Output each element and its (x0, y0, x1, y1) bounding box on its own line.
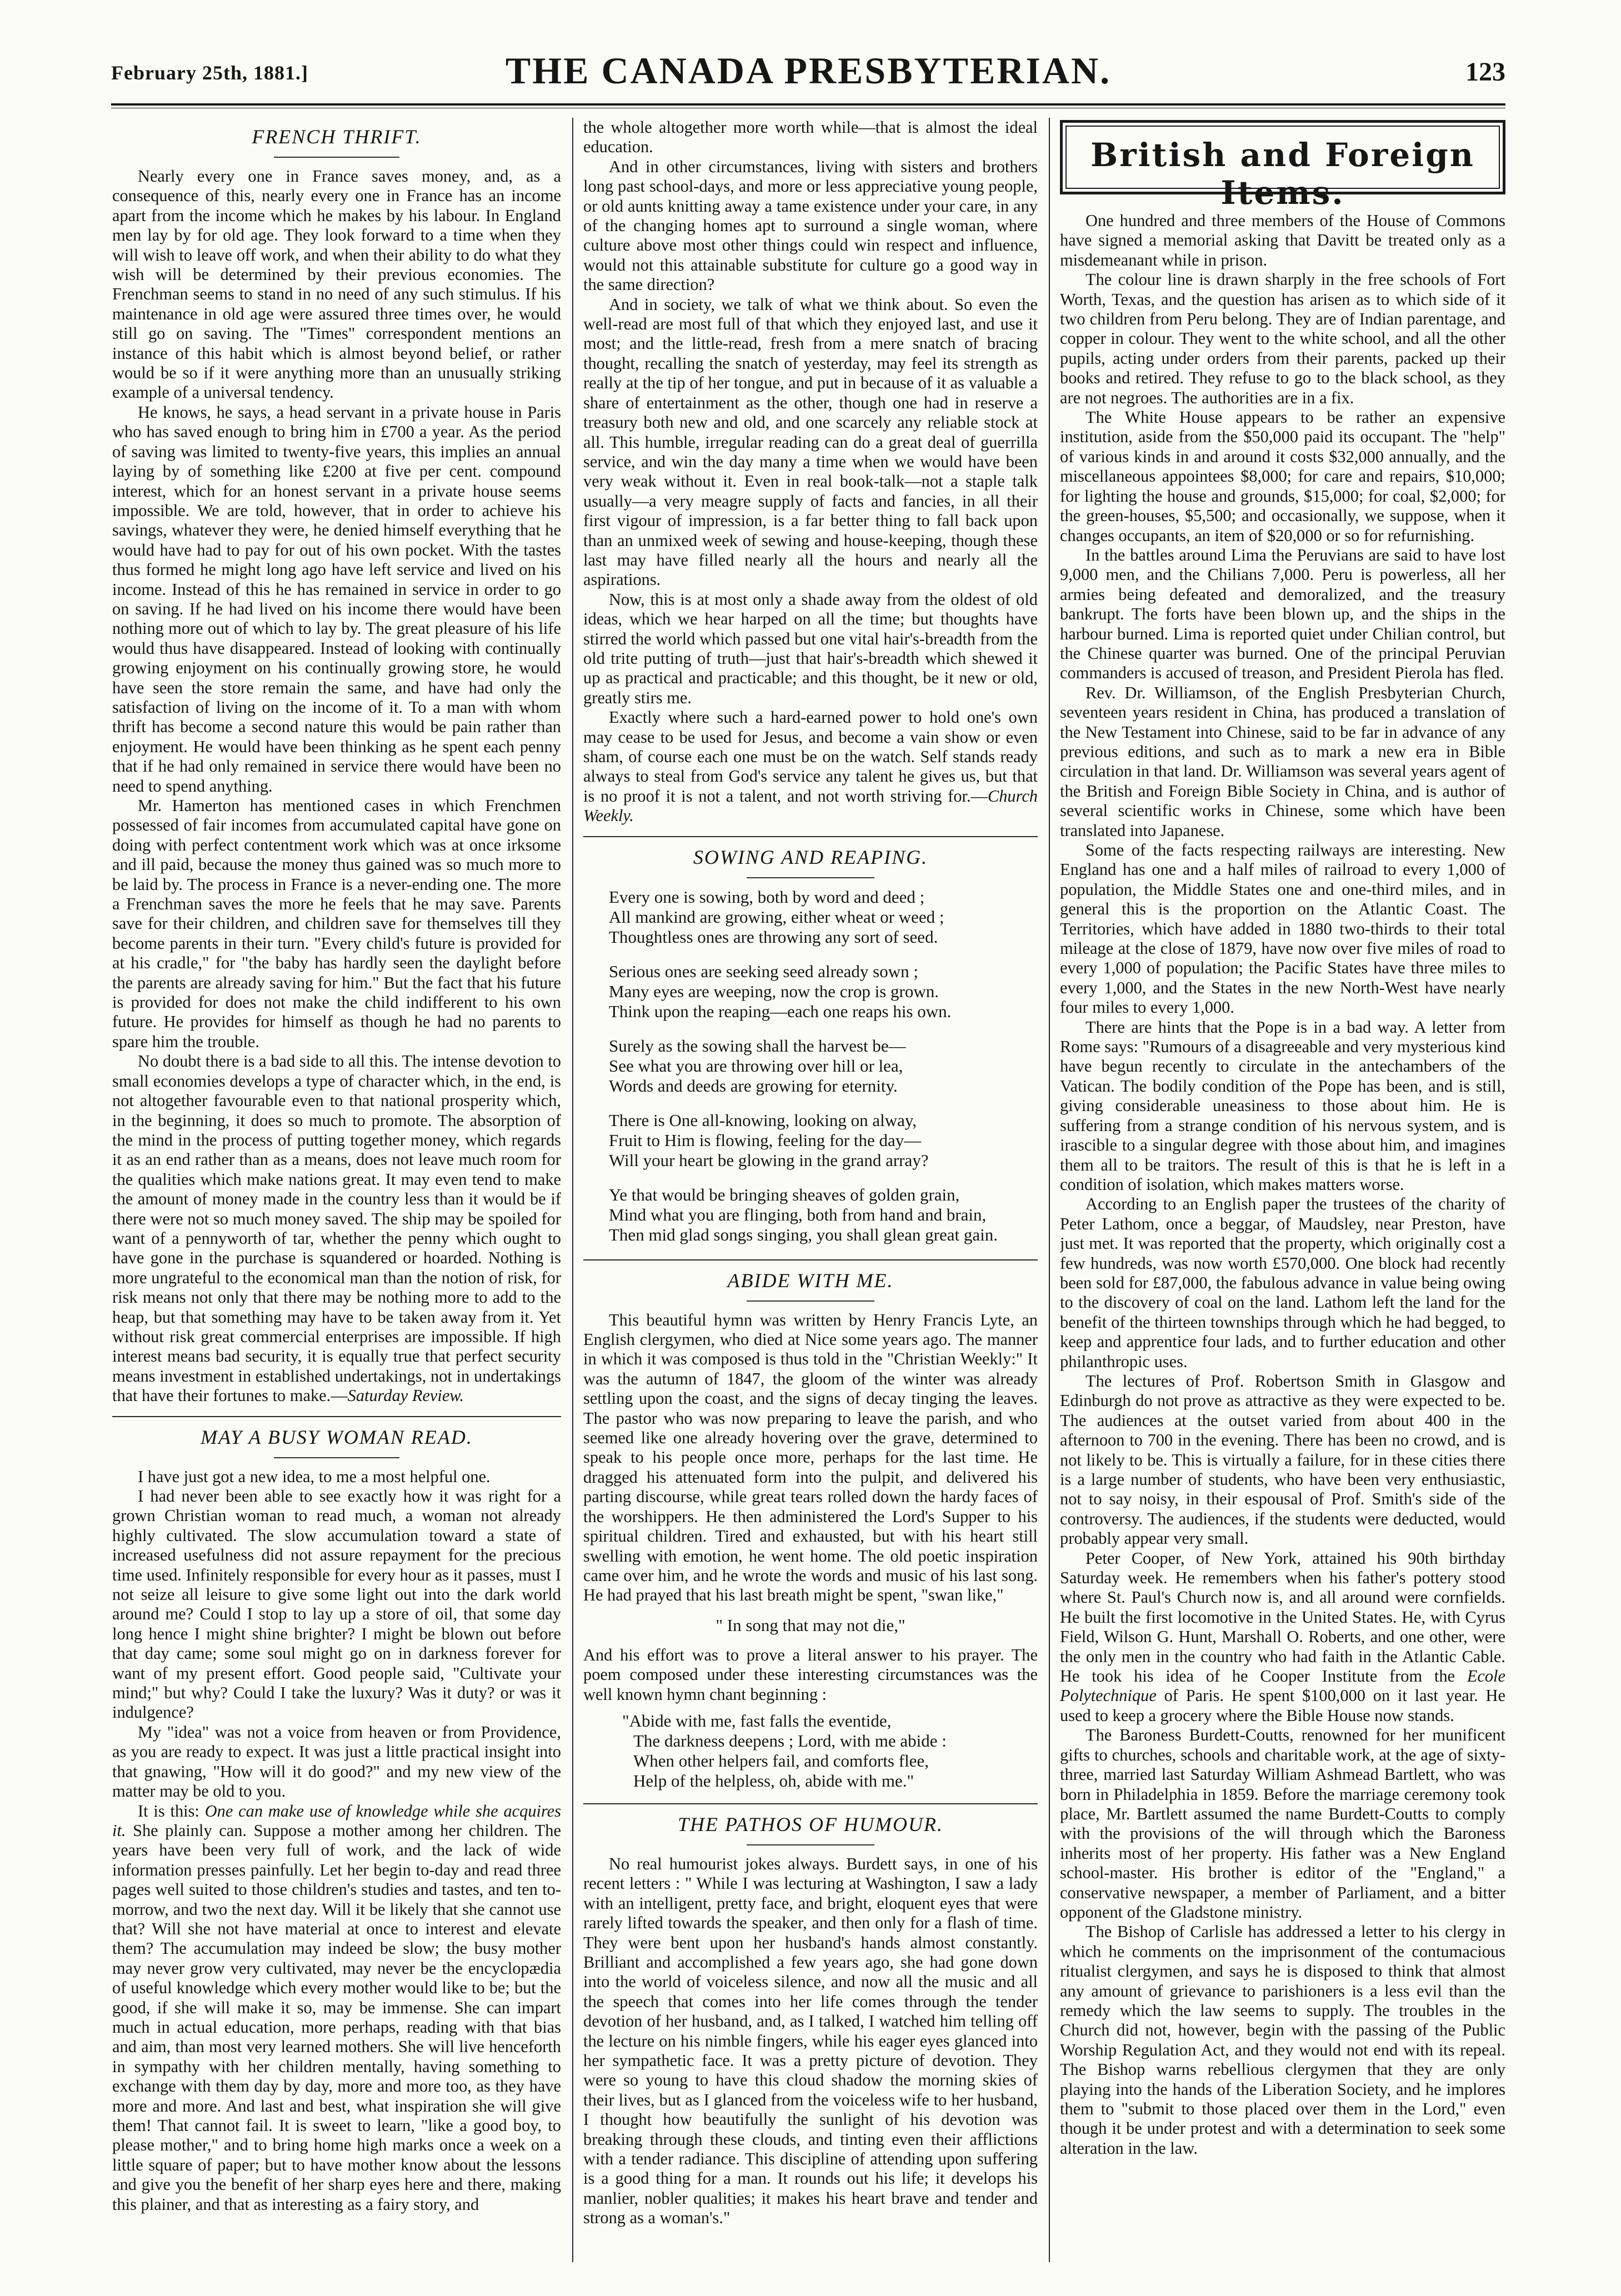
hymn-line: When other helpers fail, and comforts flee, (633, 1750, 929, 1770)
news-item: The lectures of Prof. Robertson Smith in Glasgow and Edinburgh do not prove as attractive as they were expected to be. The audiences at the outset varied from about 400 in the afternoon to 700 in the evening. There has been no crowd, and is not likely to be. This is virtually a failure, for in these cities there is a large number of students, who have been very enthusiastic, not to say noisy, in their espousal of Prof. Smith's side of the controversy. The audiences, if the students were deducted, would probably appear very small. (1060, 1371, 1505, 1548)
poem-line: Surely as the sowing shall the harvest be— (609, 1036, 906, 1056)
article-heading-abide: ABIDE WITH ME. (727, 1269, 894, 1292)
article-heading-french-thrift: FRENCH THRIFT. (252, 126, 422, 148)
news-text: of Paris. He spent $100,000 on it last year. He used to keep a grocery where the Bible House now stands. (1060, 1686, 1505, 1725)
section-divider (583, 1803, 1038, 1804)
hymn-line: Help of the helpless, oh, abide with me." (633, 1770, 914, 1790)
poem-line: Words and deeds are growing for eternity. (609, 1076, 898, 1096)
section-banner-title: British and Foreign Items. (1090, 136, 1475, 212)
poem-line: Every one is sowing, both by word and deed ; (609, 887, 925, 907)
paragraph: the whole altogether more worth while—that is almost the ideal education. (583, 118, 1038, 157)
paragraph-lead: It is this: (138, 1801, 205, 1820)
emphasis-text: Ecole Polytechnique (1060, 1667, 1505, 1705)
section-divider (583, 1259, 1038, 1260)
newspaper-title: THE CANADA PRESBYTERIAN. (505, 49, 1112, 92)
paragraph-text: Exactly where such a hard-earned power to hold one's own may cease to be used for Jesus, and become a vain show or even sham, of course each one must be on the watch. Self stands ready always to steal from God's service any talent he gives us, but that is no proof it is not a talent, and not worth striving for.— (583, 708, 1038, 806)
poem-line: Fruit to Him is flowing, feeling for the day— (609, 1130, 922, 1150)
column-divider-1 (572, 118, 573, 2262)
article-heading-busy-woman: MAY A BUSY WOMAN READ. (201, 1425, 473, 1448)
paragraph (112, 1802, 561, 2215)
masthead-rule (111, 103, 1505, 106)
news-item: Rev. Dr. Williamson, of the English Presbyterian Church, seventeen years resident in China, has produced a translation of the New Testament into Chinese, said to be far in advance of any previous editions, and such as to mark a new era in Bible circulation in that land. Dr. Williamson was several years agent of the British and Foreign Bible Society in China, and is author of several scientific works in Chinese, some which have been translated into Japanese. (1060, 683, 1505, 840)
poem (583, 887, 1038, 1245)
poem-line: All mankind are growing, either wheat or weed ; (609, 907, 944, 927)
heading-rule (274, 157, 399, 158)
paragraph-text: No doubt there is a bad side to all this. The intense devotion to small economies develops a type of character which, in the end, is not altogether favourable even to that national prosperity which, in the beginning, it does so much to promote. The absorption of the mind in the process of putting together money, which regards it as an end rather than as a means, does not leave much room for the qualities which make nations great. It may even tend to make the amount of money made in the country less than it would be if there were not so much money saved. The ship may be spoiled for want of a pennyworth of tar, whether the penny which ought to have gone in the purchase is squandered or hoarded. Nothing is more ungrateful to the economical man than the notion of risk, for risk means not only that there may be nothing more to add to the heap, but that something may have to be taken away from it. Yet without risk great commercial enterprises are impossible. If high interest means bad security, it is equally true that perfect security means investment in established undertakings, not in undertakings that have their fortunes to make.— (112, 1052, 561, 1405)
emphasis-text: One can make use of knowledge while she acquires it. (112, 1801, 561, 1840)
paragraph: This beautiful hymn was written by Henry Francis Lyte, an English clergymen, who died at Nice some years ago. The manner in which it was composed is thus told in the "Christian Weekly:" It was the autumn of 1847, the gloom of the winter was already settling upon the coast, and the signs of decay tinging the leaves. The pastor who was now preparing to leave the parish, and who seemed like one already hovering over the grave, determined to speak to his people once more, perhaps for the last time. He dragged his attenuated form into the pulpit, and delivered his parting discourse, while great tears rolled down the hardy faces of the worshippers. He then administered the Lord's Supper to his spiritual children. Tired and exhausted, but with his heart still swelling with emotion, he went home. The old poetic inspiration came over him, and he wrote the words and music of his last song. He had prayed that his last breath might be spent, "swan like," (583, 1310, 1038, 1605)
paragraph-text: She plainly can. Suppose a mother among her children. The years have been very full of work, and the lack of wide information presses painfully. Let her begin to-day and read three pages well suited to those children's studies and tastes, and ten to-morrow, and two the next day. Will it be likely that she cannot use that? Will she not have material at once to interest and elevate them? The accumulation may indeed be slow; the busy mother may never grow very cultivated, may never be the encyclopædia of useful knowledge which every mother would like to be; but the good, if she will make it so, may be immense. She can impart much in actual education, more perhaps, reading with that bias and aim, than most very learned mothers. She will live henceforth in sympathy with her children mentally, having something to exchange with them day by day, more and more too, as they have more and more. And last and best, what inspiration she will give them! That cannot fail. It is sweet to learn, "like a good boy, to please mother," and to bring home high marks once a week on a little square of paper; but to have mother know about the lessons and give you the benefit of her sharp eyes here and there, making this plainer, and that as interesting as a fairy story, and (112, 1820, 561, 2214)
paragraph: Mr. Hamerton has mentioned cases in which Frenchmen possessed of fair incomes from accumulated capital have gone on doing with perfect contentment work which was at once irksome and ill paid, because the money thus gained was so much more to be laid by. The process in France is a never-ending one. The more a Frenchman saves the more he feels that he may save. Parents save for their children, and children save for themselves till they become parents in their turn. "Every child's future is provided for at his cradle," for "the baby has hardly seen the daylight before the parents are already saving for him." But the fact that his future is provided for does not make the child indifferent to his own future. He provides for himself as though he had no parents to spare him the trouble. (112, 796, 561, 1051)
news-text: Peter Cooper, of New York, attained his 90th birthday Saturday week. He remembers when his father's pottery stood where St. Paul's Church now is, and all around were cornfields. He built the first locomotive in the United States. He, with Cyrus Field, Wilson G. Hunt, Marshall O. Roberts, and one other, were the only men in the country who had faith in the Atlantic Cable. He took his idea of he Cooper Institute from the (1060, 1548, 1505, 1686)
heading-rule (274, 1457, 399, 1458)
hymn-line: The darkness deepens ; Lord, with me abide : (633, 1730, 947, 1750)
paragraph: And his effort was to prove a literal answer to his prayer. The poem composed under these interesting circumstances was the well known hymn chant beginning : (583, 1645, 1038, 1704)
section-divider (583, 836, 1038, 837)
poem-stanza (609, 887, 1038, 947)
poem-line: There is One all-knowing, looking on alway, (609, 1110, 917, 1130)
poem-stanza (609, 1185, 1038, 1245)
news-item: There are hints that the Pope is in a bad way. A letter from Rome says: "Rumours of a disagreeable and very mysterious kind have begun recently to circulate in the antechambers of the Vatican. The bodily condition of the Pope has been, and is still, giving considerable uneasiness to those about him. He is suffering from a strange condition of his nervous system, and is irascible to a singular degree with those about him, and imagines them all to be traitors. The result of this is that he is left in a condition of isolation, which makes matters worse. (1060, 1017, 1505, 1194)
poem-line: Then mid glad songs singing, you shall glean great gain. (609, 1224, 998, 1244)
masthead (111, 49, 1505, 99)
article-heading-pathos: THE PATHOS OF HUMOUR. (678, 1813, 943, 1835)
source-credit: Church Weekly. (583, 786, 1038, 826)
paragraph (112, 1052, 561, 1405)
article-heading-sowing: SOWING AND REAPING. (693, 846, 928, 868)
news-item (1060, 1549, 1505, 1726)
poem-line: See what you are throwing over hill or lea, (609, 1056, 903, 1076)
news-item: The White House appears to be rather an expensive institution, aside from the $50,000 paid its occupant. The "help" of various kinds in and around it costs $32,000 annually, and the miscellaneous appointees $8,000; for care and repairs, $10,000; for lighting the house and grounds, $15,000; for coal, $2,000; for the green-houses, $5,500; and occasionally, we suppose, when it changes occupants, an item of $20,000 or so for refurnishing. (1060, 408, 1505, 545)
page-number: 123 (1465, 57, 1505, 87)
paragraph: Nearly every one in France saves money, and, as a consequence of this, nearly every one in France has an income apart from the income which he makes by his labour. In England men lay by for old age. They look forward to a time when they will wish to leave off work, and when their ability to do what they wish will be determined by their previous economies. The Frenchman seems to stand in no need of any such stimulus. If his maintenance in old age were assured three times over, he would still go on saving. The "Times" correspondent mentions an instance of this habit which is almost beyond belief, or rather would be so if it were anything more than an unusually striking example of a universal tendency. (112, 167, 561, 402)
poem-stanza (609, 1036, 1038, 1096)
poem-line: Think upon the reaping—each one reaps his own. (609, 1001, 952, 1021)
hymn-line: "Abide with me, fast falls the eventide, (622, 1710, 892, 1730)
column-2 (583, 118, 1038, 2273)
column-divider-2 (1049, 118, 1050, 2262)
poem-line: Many eyes are weeping, now the crop is grown. (609, 981, 939, 1001)
heading-rule (747, 1300, 874, 1302)
paragraph: My "idea" was not a voice from heaven or from Providence, as you are ready to expect. It was just a little practical insight into that gnawing, "How will it do good?" and my new view of the matter may be old to you. (112, 1722, 561, 1801)
source-credit: Saturday Review. (347, 1386, 464, 1405)
quoted-line: " In song that may not die," (716, 1615, 905, 1635)
paragraph: And in other circumstances, living with sisters and brothers long past school-days, and more or less appreciative young people, or old aunts knitting away a tame existence under your care, in any of the changing homes apt to surround a single woman, where culture above most other things could win respect and influence, would not this attainable substitute for culture go a good way in the same direction? (583, 157, 1038, 294)
section-divider (112, 1416, 561, 1417)
issue-date: February 25th, 1881.] (111, 62, 308, 84)
poem-stanza (609, 1111, 1038, 1170)
news-item: One hundred and three members of the House of Commons have signed a memorial asking that Davitt be treated only as a misdemeanant while in prison. (1060, 211, 1505, 269)
poem-line: Serious ones are seeking seed already sown ; (609, 961, 918, 981)
poem-line: Ye that would be bringing sheaves of golden grain, (609, 1184, 960, 1204)
paragraph: He knows, he says, a head servant in a private house in Paris who has saved enough to bring him in £700 a year. As the period of saving was limited to twenty-five years, this implies an annual laying by of something like £200 at five per cent. compound interest, which for an honest servant in a private house seems impossible. We are told, however, that in order to achieve his savings, whatever they were, he denied himself everything that he would have had to pay for out of his own pocket. With the tastes thus formed he might long ago have left service and lived on his income. Instead of this he has remained in service in order to go on saving. If he had lived on his income there would have been nothing more out of which to lay by. The great pleasure of his life would thus have disappeared. Instead of looking with continually growing enjoyment on his continually growing store, he would have seen the store remain the same, and have had only the satisfaction of living on the income of it. To a man with whom thrift has become a second nature this would be pain rather than enjoyment. He would have been thinking as he spent each penny that if he had only remained in service there would have been no need to spend anything. (112, 402, 561, 796)
paragraph: Now, this is at most only a shade away from the oldest of old ideas, which we hear harped on all the time; but thoughts have stirred the world which passed but one vital hair's-breadth from the old trite putting of truth—just that hair's-breadth which shewed it up as practical and practicable; and this thought, be it new or old, greatly stirs me. (583, 589, 1038, 707)
paragraph: I had never been able to see exactly how it was right for a grown Christian woman to read much, a woman not already highly cultivated. The slow accumulation toward a state of increased usefulness did not assure repayment for the precious time used. Infinitely responsible for every hour as it passes, must I not seize all leisure to give some light out into the dark world around me? Could I stop to lay up a store of oil, that some day long hence I might shine brighter? I might be blown out before that day came; some soul might go on in darkness forever for want of my present effort. Good people said, "Cultivate your mind;" but why? Could I take the luxury? Was it duty? or was it indulgence? (112, 1487, 561, 1722)
poem-line: Will your heart be glowing in the grand array? (609, 1150, 929, 1170)
news-item: The Bishop of Carlisle has addressed a letter to his clergy in which he comments on the imprisonment of the contumacious ritualist clergymen, and says he is disposed to think that almost any amount of grievance to parishioners is a less evil than the remedy which the law seems to supply. The troubles in the Church did not, however, begin with the passing of the Public Worship Regulation Act, and they would not end with its repeal. The Bishop warns rebellious clergymen that they are only playing into the hands of the Liberation Society, and he implores them to "submit to those placed over them in the Lord," even though it be under protest and with a determination to seek some alteration in the law. (1060, 1922, 1505, 2158)
news-item: According to an English paper the trustees of the charity of Peter Lathom, once a beggar, of Maudsley, near Preston, have just met. It was reported that the property, which originally cost a few hundreds, was now worth £570,000. One block had recently been sold for £87,000, the fabulous advance in value being owing to the discovery of coal on the land. Lathom left the land for the benefit of the thirteen townships through which he had begged, to keep and apprentice four lads, and to further education and other philanthropic uses. (1060, 1194, 1505, 1371)
heading-rule (747, 1844, 874, 1845)
column-3 (1060, 118, 1505, 2273)
paragraph: No real humourist jokes always. Burdett says, in one of his recent letters : " While I was lecturing at Washington, I saw a lady with an intelligent, pretty face, and bright, eloquent eyes that were rarely lifted towards the speaker, and then only for a flash of time. They were bent upon her husband's hands almost constantly. Brilliant and accomplished a few years ago, she had gone down into the world of voiceless silence, and now all the music and all the speech that comes into her life comes through the tender devotion of her husband, and, as I talked, I watched him telling off the lecture on his nimble fingers, while his eager eyes glanced into her sympathetic face. It was a pretty picture of devotion. They were so young to have this cloud shadow the morning skies of their lives, but as I glanced from the voiceless wife to her husband, I thought how beautifully the sunlight of his devotion was breaking through these clouds, and tinting even their afflictions with a tender radiance. This discipline of attending upon suffering is a good thing for a man. It rounds out his life; it develops his manlier, nobler qualities; it makes his heart brave and tender and strong as a woman's." (583, 1854, 1038, 2228)
hymn-excerpt (622, 1711, 1038, 1791)
column-1 (112, 118, 561, 2273)
poem-line: Thoughtless ones are throwing any sort of seed. (609, 927, 938, 947)
paragraph: I have just got a new idea, to me a most helpful one. (138, 1467, 491, 1486)
poem-line: Mind what you are flinging, both from hand and brain, (609, 1204, 987, 1224)
news-item: In the battles around Lima the Peruvians are said to have lost 9,000 men, and the Chilians 7,000. Peru is powerless, all her armies being defeated and demoralized, and the treasury bankrupt. The forts have been blown up, and the ships in the harbour burned. Lima is reported quiet under Chilian control, but the Chinese quarter was burned. One of the principal Peruvian commanders is accused of treason, and President Pierola has fled. (1060, 545, 1505, 683)
paragraph (583, 708, 1038, 826)
section-banner (1060, 120, 1505, 212)
news-item: The colour line is drawn sharply in the free schools of Fort Worth, Texas, and the question has arisen as to which side of it two children from Peru belong. They are of Indian parentage, and copper in colour. They went to the white school, and all the other pupils, acting under orders from their parents, packed up their books and retired. They refuse to go to the black school, as they are not negroes. The authorities are in a fix. (1060, 270, 1505, 407)
heading-rule (747, 877, 874, 878)
news-item: Some of the facts respecting railways are interesting. New England has one and a half miles of railroad to every 1,000 of population, the Middle States one and one-third miles, and in general this is the proportion on the Atlantic Coast. The Territories, which have added in 1880 two-thirds to their total mileage at the close of 1879, have now over five miles of road to every 1,000 of population; the Pacific States have three miles to every 1,000, and the States in the new North-West have nearly four miles to every 1,000. (1060, 841, 1505, 1017)
news-item: The Baroness Burdett-Coutts, renowned for her munificent gifts to churches, schools and charitable work, at the age of sixty-three, married last Saturday William Ashmead Bartlett, who was born in Philadelphia in 1859. Before the marriage ceremony took place, Mr. Bartlett assumed the name Burdett-Coutts to comply with the provisions of the will through which the Baroness inherits most of her property. His father was a New England school-master. His brother is editor of the "England," a conservative newspaper, a member of Parliament, and a bitter opponent of the Gladstone ministry. (1060, 1725, 1505, 1922)
poem-stanza (609, 962, 1038, 1022)
paragraph: And in society, we talk of what we think about. So even the well-read are most full of that which they enjoyed last, and use it most; and the little-read, fresh from a mere snatch of bracing thought, recalling the snatch of yesterday, may feel its strength as really at the tip of her tongue, and put in because of it as valuable a share of entertainment as the other, though one had in reserve a treasury both new and old, and one scarcely any reliable stock at all. This humble, irregular reading can do a great deal of guerrilla service, and win the day many a time when we would have been very weak without it. Even in real book-talk—not a staple talk usually—a very meagre supply of facts and fancies, in all their first vigour of impression, is a far better thing to fall back upon than an unmixed week of sewing and house-keeping, though these last may have filled nearly all the hours and nearly all the aspirations. (583, 294, 1038, 589)
